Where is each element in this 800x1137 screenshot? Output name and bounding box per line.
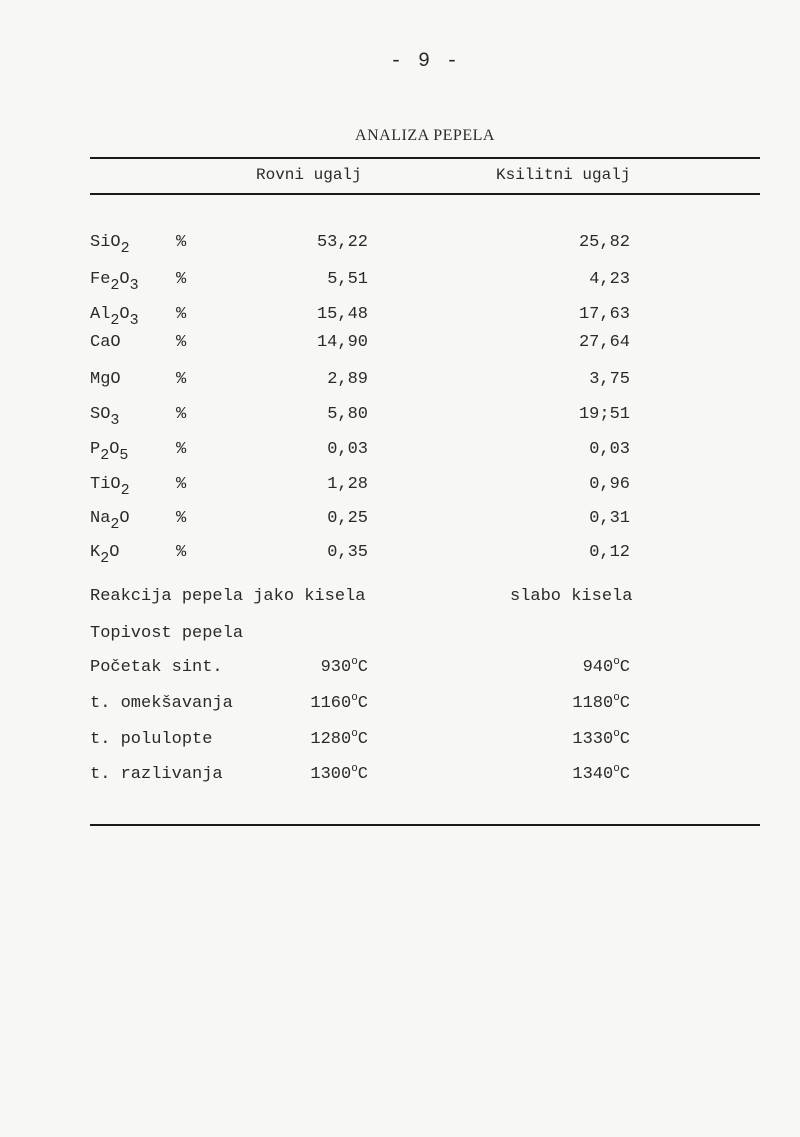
temperature-ksilitni: 1340$^o$C <box>572 763 630 784</box>
value-rovni: 2,89 <box>327 370 368 389</box>
compound-formula: $Al_2O_3$ <box>90 305 139 329</box>
value-rovni: 53,22 <box>316 233 368 252</box>
value-ksilitni: 3,75 <box>589 370 630 389</box>
unit-percent: % <box>176 475 187 494</box>
compound-formula: $SO_3$ <box>90 405 120 429</box>
column-header-rovni: Rovni ugalj <box>256 166 362 184</box>
composition-row <box>90 543 770 573</box>
unit-percent: % <box>176 405 187 424</box>
temperature-label: Početak sint. <box>90 658 223 677</box>
compound-formula: MgO <box>90 370 121 389</box>
value-ksilitni: 0,31 <box>589 509 630 528</box>
reaction-label: Reakcija pepela jako kisela <box>90 587 366 606</box>
value-ksilitni: 19;51 <box>578 405 630 424</box>
value-ksilitni: 0,96 <box>589 475 630 494</box>
value-ksilitni: 17,63 <box>578 305 630 324</box>
value-ksilitni: 0,03 <box>589 440 630 459</box>
value-rovni: 5,80 <box>327 405 368 424</box>
compound-formula: $Fe_2O_3$ <box>90 270 139 294</box>
composition-row <box>90 475 770 505</box>
value-ksilitni: 27,64 <box>578 333 630 352</box>
temperature-rovni: 1280$^o$C <box>310 728 368 749</box>
composition-row <box>90 405 770 435</box>
composition-row <box>90 305 770 335</box>
solubility-label: Topivost pepela <box>90 624 244 643</box>
temperature-rovni: 930$^o$C <box>320 656 368 677</box>
value-rovni: 14,90 <box>316 333 368 352</box>
compound-formula: $K_2O$ <box>90 543 120 567</box>
value-ksilitni: 25,82 <box>578 233 630 252</box>
compound-formula: $P_2O_5$ <box>90 440 129 464</box>
value-ksilitni: 0,12 <box>589 543 630 562</box>
compound-formula: $Na_2O$ <box>90 509 130 533</box>
composition-row <box>90 440 770 470</box>
composition-row <box>90 333 770 363</box>
temperature-rovni: 1160$^o$C <box>310 692 368 713</box>
table-top-rule <box>90 157 760 159</box>
value-rovni: 0,03 <box>327 440 368 459</box>
page-number: - 9 - <box>389 50 460 73</box>
unit-percent: % <box>176 333 187 352</box>
temperature-ksilitni: 1180$^o$C <box>572 692 630 713</box>
temperature-label: t. polulopte <box>90 730 213 749</box>
unit-percent: % <box>176 270 187 289</box>
temperature-rovni: 1300$^o$C <box>310 763 368 784</box>
temperature-label: t. razlivanja <box>90 765 223 784</box>
value-rovni: 15,48 <box>316 305 368 324</box>
value-ksilitni: 4,23 <box>589 270 630 289</box>
value-rovni: 0,25 <box>327 509 368 528</box>
value-rovni: 5,51 <box>327 270 368 289</box>
column-header-ksilitni: Ksilitni ugalj <box>496 166 631 184</box>
reaction-row <box>90 587 633 606</box>
unit-percent: % <box>176 370 187 389</box>
table-header-rule <box>90 193 760 195</box>
composition-row <box>90 370 770 400</box>
temperature-ksilitni: 1330$^o$C <box>572 728 630 749</box>
compound-formula: TiO$_2$ <box>90 475 130 499</box>
document-title: ANALIZA PEPELA <box>355 127 495 144</box>
unit-percent: % <box>176 233 187 252</box>
unit-percent: % <box>176 440 187 459</box>
temperature-ksilitni: 940$^o$C <box>582 656 630 677</box>
unit-percent: % <box>176 509 187 528</box>
unit-percent: % <box>176 543 187 562</box>
value-rovni: 1,28 <box>327 475 368 494</box>
value-rovni: 0,35 <box>327 543 368 562</box>
table-bottom-rule <box>90 824 760 826</box>
composition-row <box>90 509 770 539</box>
composition-row <box>90 233 770 263</box>
unit-percent: % <box>176 305 187 324</box>
compound-formula: CaO <box>90 333 121 352</box>
composition-row <box>90 270 770 300</box>
reaction-ksilitni: slabo kisela <box>510 587 633 606</box>
temperature-label: t. omekšavanja <box>90 694 233 713</box>
compound-formula: SiO$_2$ <box>90 233 130 257</box>
